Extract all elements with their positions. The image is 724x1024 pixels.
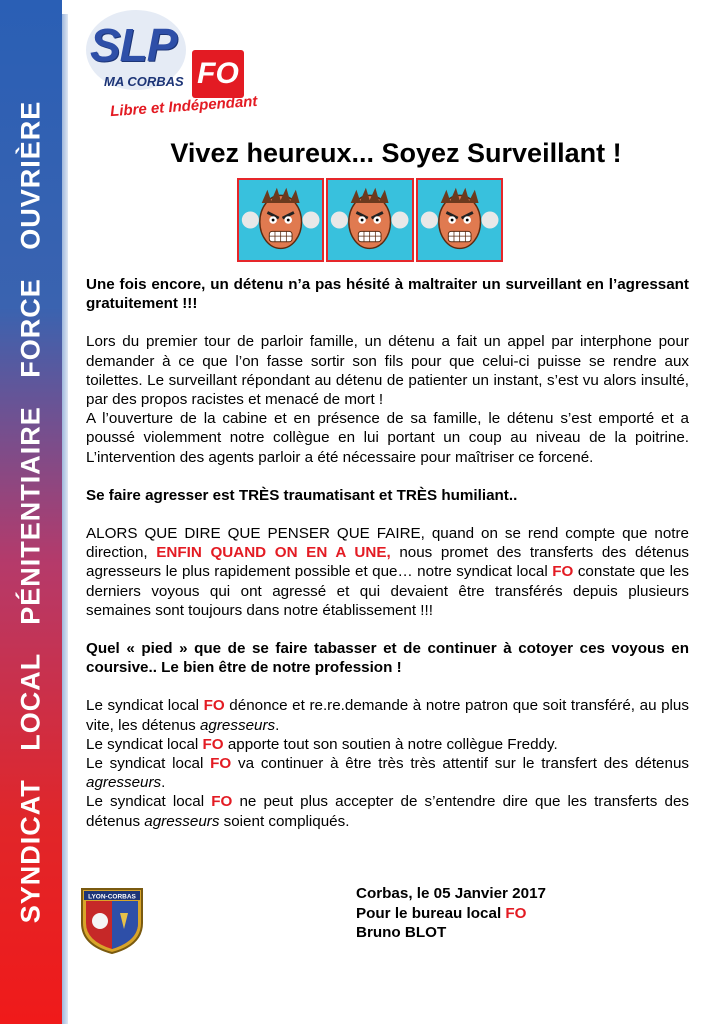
crest-icon (80, 883, 144, 955)
page-title: Vivez heureux... Soyez Surveillant ! (170, 138, 622, 168)
logo-tagline: Libre et Indépendant (109, 92, 258, 121)
angry-face-panel (416, 178, 503, 262)
angry-face-icon (418, 180, 501, 260)
angry-face-icon (328, 180, 411, 260)
paragraph-assault: A l’ouverture de la cabine et en présence de sa famille, le détenu s’est emporté et a poussé violemment notre collègue en lui portant un coup au niveau de la poitrine. L’intervention des agents parloir a été nécessaire pour maîtriser ce forcené. (86, 410, 689, 466)
angry-face-icon (239, 180, 322, 260)
statement-1: Le syndicat local FO dénonce et re.re.demande à notre patron que soit transféré, au plus vite, les détenus agresseurs. (86, 697, 689, 734)
signature-office: Pour le bureau local FO (356, 904, 527, 922)
angry-faces-illustration (237, 178, 503, 262)
svg-text:LYON-CORBAS: LYON-CORBAS (88, 893, 136, 901)
intro-paragraph: Une fois encore, un détenu n’a pas hésité à maltraiter un surveillant en l’agressant gratuitement !!! (86, 276, 689, 313)
signature-date: Corbas, le 05 Janvier 2017 (356, 885, 546, 902)
paragraph-direction: ALORS QUE DIRE QUE PENSER QUE FAIRE, quand on se rend compte que notre direction, ENFIN QUAND ON EN A UNE, nous promet des transferts des détenus agresseurs le plus rapidement possible et que… notre syndicat local FO constate que les derniers voyous qui ont agressé et qui devaient être transférés depuis plusieurs semaines sont toujours dans notre établissement !!! (86, 525, 689, 619)
angry-face-panel (237, 178, 324, 262)
paragraph-incident: Lors du premier tour de parloir famille, un détenu a fait un appel par interphone pour demander à ce que l’on fasse sortir son fils pour que celui-ci puisse se rendre aux toilettes. Le surveillant répondant au détenu de patienter un instant, s’est vu alors insulté, par des propos racistes et menacé de mort ! (86, 333, 689, 409)
angry-face-panel (326, 178, 413, 262)
signature-block (356, 884, 546, 943)
bold-statement-2: Quel « pied » que de se faire tabasser et de continuer à cotoyer ces voyous en coursive.. Le bien être de notre profession ! (86, 640, 689, 677)
lyon-corbas-crest (80, 883, 144, 955)
logo-fo-badge: FO (192, 50, 244, 98)
slp-fo-logo (88, 8, 263, 120)
article-body (86, 275, 689, 831)
statement-3: Le syndicat local FO va continuer à être très très attentif sur le transfert des détenus agresseurs. (86, 755, 689, 792)
statement-4: Le syndicat local FO ne peut plus accepter de s’entendre dire que les transferts des détenus agresseurs soient compliqués. (86, 793, 689, 830)
bold-statement: Se faire agresser est TRÈS traumatisant et TRÈS humiliant.. (86, 486, 518, 504)
statement-2: Le syndicat local FO apporte tout son soutien à notre collègue Freddy. (86, 735, 558, 753)
logo-slp: SLP (90, 19, 177, 71)
logo-city: MA CORBAS (104, 74, 184, 89)
sidebar-union-name: SYNDICAT LOCAL PÉNITENTIAIRE FORCE OUVRIÈRE (15, 100, 46, 924)
signature-name: Bruno BLOT (356, 924, 447, 941)
